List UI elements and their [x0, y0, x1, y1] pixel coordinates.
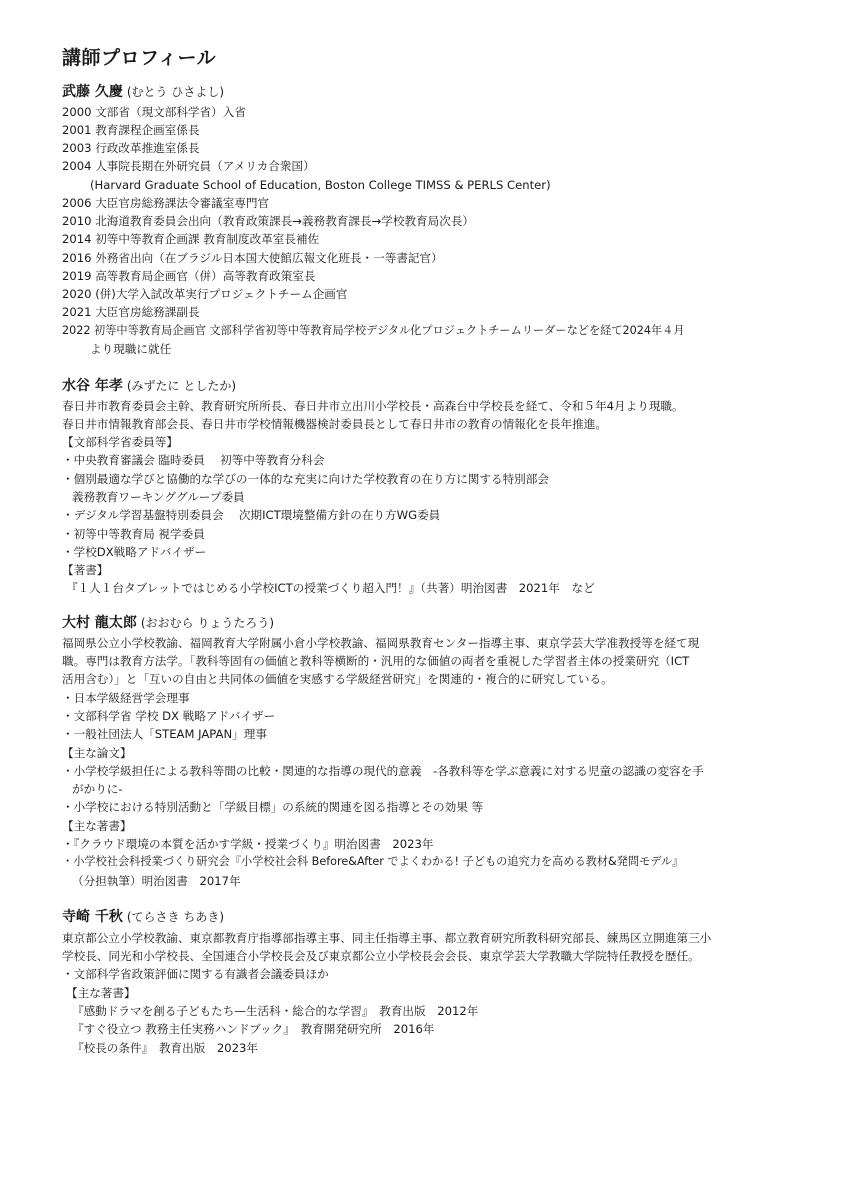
bio-line: ・文部科学省政策評価に関する有識者会議委員ほか: [62, 967, 329, 981]
bio-line: 学校長、同光和小学校長、全国連合小学校長会及び東京都公立小学校長会会長、東京学芸大学教職大学院特任教授を歴任。: [62, 949, 700, 963]
bio-line: 福岡県公立小学校教諭、福岡教育大学附属小倉小学校教諭、福岡県教育センター指導主事、東京学芸大学准教授等を経て現: [62, 636, 700, 650]
speaker-reading: (みずたに としたか): [126, 379, 237, 393]
bio-line: がかりに-: [72, 782, 123, 796]
bio-line: ・文部科学省 学校 DX 戦略アドバイザー: [62, 709, 276, 723]
bio-line: 『感動ドラマを創る子どもたち—生活科・総合的な学習』 教育出版 2012年: [72, 1004, 479, 1018]
bio-line: ・『クラウド環境の本質を活かす学級・授業づくり』明治図書 2023年: [62, 837, 434, 851]
bio-line: 春日井市情報教育部会長、春日井市学校情報機器検討委員長として春日井市の教育の情報化を長年推進。: [62, 417, 607, 431]
bio-line: 職。専門は教育方法学。「教科等固有の価値と教科等横断的・汎用的な価値の両者を重視した学習者主体の授業研究（ICT: [62, 654, 690, 668]
bio-line: ・学校DX戦略アドバイザー: [62, 545, 207, 559]
career-line: 2000 文部省（現文部科学省）入省: [62, 105, 246, 119]
career-line: 2010 北海道教育委員会出向（教育政策課長→義務教育課長→学校教育局次長）: [62, 214, 475, 228]
bio-line: ・一般社団法人「STEAM JAPAN」理事: [62, 727, 267, 741]
bio-line: 『１人１台タブレットではじめる小学校ICTの授業づくり超入門！』（共著）明治図書 2021年 など: [66, 581, 595, 595]
speaker-name: 寺崎 千秋: [62, 909, 123, 925]
bio-line: ・日本学級経営学会理事: [62, 691, 190, 705]
career-line: 2020 (併)大学入試改革実行プロジェクトチーム企画官: [62, 287, 348, 301]
bio-line: ・中央教育審議会 臨時委員 初等中等教育分科会: [62, 453, 325, 467]
bio-line: 春日井市教育委員会主幹、教育研究所所長、春日井市立出川小学校長・高森台中学校長を経て、令和５年4月より現職。: [62, 399, 684, 413]
bio-line: ・小学校学級担任による教科等間の比較・関連的な指導の現代的意義 -各教科等を学ぶ意義に対する児童の認識の変容を手: [62, 764, 704, 778]
career-line: 2006 大臣官房総務課法令審議室専門官: [62, 196, 270, 210]
career-line: 2019 高等教育局企画官（併）高等教育政策室長: [62, 269, 316, 283]
bio-line: 『すぐ役立つ 教務主任実務ハンドブック』 教育開発研究所 2016年: [72, 1022, 435, 1036]
bio-line: （分担執筆）明治図書 2017年: [72, 874, 241, 888]
career-line: 2001 教育課程企画室係長: [62, 123, 200, 137]
bio-line: 【主な論文】: [62, 746, 132, 760]
career-line: 2004 人事院長期在外研究員（アメリカ合衆国）: [62, 159, 315, 173]
speaker-name: 水谷 年孝: [62, 378, 123, 394]
bio-line: ・小学校社会科授業づくり研究会『小学校社会科 Before&After でよくわかる! 子どもの追究力を高める教材&発問モデル』: [62, 855, 684, 868]
bio-line: ・デジタル学習基盤特別委員会 次期ICT環境整備方針の在り方WG委員: [62, 508, 441, 522]
speaker-heading-mizutani: [62, 377, 236, 395]
bio-line: 【著書】: [62, 563, 109, 577]
bio-line: 義務教育ワーキンググループ委員: [72, 490, 245, 504]
speaker-name: 武藤 久慶: [62, 84, 123, 100]
speaker-reading: (むとう ひさよし): [126, 85, 225, 99]
bio-line: ・小学校における特別活動と「学級目標」の系統的関連を図る指導とその効果 等: [62, 800, 484, 814]
career-line: 2021 大臣官房総務課副長: [62, 305, 200, 319]
bio-line: 【主な著書】: [66, 986, 136, 1000]
bio-line: 東京都公立小学校教諭、東京都教育庁指導部指導主事、同主任指導主事、都立教育研究所教科研究部長、練馬区立開進第三小: [62, 931, 712, 945]
career-line: 2022 初等中等教育局企画官 文部科学省初等中等教育局学校デジタル化プロジェクトチームリーダーなどを経て2024年４月: [62, 324, 685, 337]
speaker-heading-omura: [62, 614, 274, 632]
career-line: より現職に就任: [90, 342, 172, 356]
speaker-reading: (おおむら りょうたろう): [140, 616, 275, 630]
bio-line: 『校長の条件』 教育出版 2023年: [72, 1041, 259, 1055]
bio-line: 【文部科学省委員等】: [62, 435, 178, 449]
bio-line: 【主な著書】: [62, 819, 132, 833]
career-line: 2016 外務省出向（在ブラジル日本国大使館広報文化班長・一等書記官）: [62, 251, 443, 265]
career-line: 2003 行政改革推進室係長: [62, 141, 200, 155]
speaker-reading: (てらさき ちあき): [126, 910, 225, 924]
bio-line: ・個別最適な学びと協働的な学びの一体的な充実に向けた学校教育の在り方に関する特別部会: [62, 472, 549, 486]
speaker-heading-terasaki: [62, 908, 224, 926]
page-title: 講師プロフィール: [62, 47, 217, 69]
career-line: 2014 初等中等教育企画課 教育制度改革室長補佐: [62, 232, 320, 246]
speaker-name: 大村 龍太郎: [62, 615, 137, 631]
bio-line: 活用含む）」と「互いの自由と共同体の価値を実感する学級経営研究」を関連的・複合的に研究している。: [62, 672, 613, 686]
bio-line: ・初等中等教育局 視学委員: [62, 527, 205, 541]
career-line: (Harvard Graduate School of Education, Boston College TIMSS & PERLS Center): [90, 178, 551, 192]
speaker-heading-muto: [62, 83, 224, 101]
